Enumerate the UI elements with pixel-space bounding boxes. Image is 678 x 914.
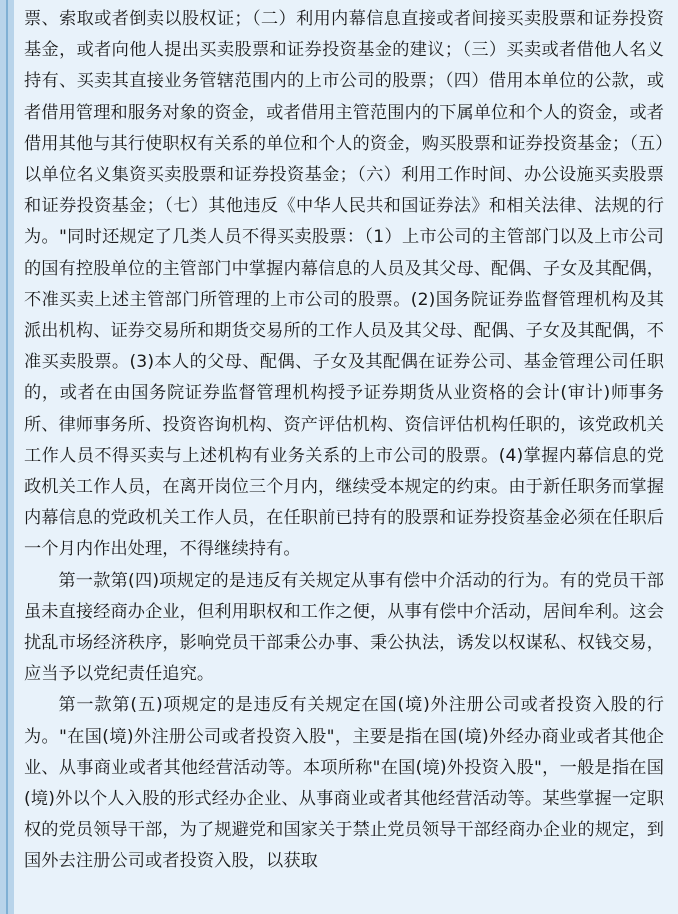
paragraph: 第一款第(四)项规定的是违反有关规定从事有偿中介活动的行为。有的党员干部虽未直接经商办企业，但利用职权和工作之便，从事有偿中介活动，居间牟利。这会扰乱市场经济秩序，影响党员干部秉公办事、秉公执法，诱发以权谋私、权钱交易，应当予以党纪责任追究。 [24, 570, 664, 685]
page-left-rail [0, 0, 14, 914]
document-body [14, 0, 678, 914]
paragraph: 票、索取或者倒卖以股权证；（二）利用内幕信息直接或者间接买卖股票和证券投资基金，或者向他人提出买卖股票和证券投资基金的建议；（三）买卖或者借他人名义持有、买卖其直接业务管辖范围内的上市公司的股票；（四）借用本单位的公款，或者借用管理和服务对象的资金，或者借用主管范围内的下属单位和个人的资金，或者借用其他与其行使职权有关系的单位和个人的资金，购买股票和证券投资基金；（五）以单位名义集资买卖股票和证券投资基金；（六）利用工作时间、办公设施买卖股票和证券投资基金；（七）其他违反《中华人民共和国证券法》和相关法律、法规的行为。"同时还规定了几类人员不得买卖股票：（1）上市公司的主管部门以及上市公司的国有控股单位的主管部门中掌握内幕信息的人员及其父母、配偶、子女及其配偶，不准买卖上述主管部门所管理的上市公司的股票。(2)国务院证券监督管理机构及其派出机构、证券交易所和期货交易所的工作人员及其父母、配偶、子女及其配偶，不准买卖股票。(3)本人的父母、配偶、子女及其配偶在证券公司、基金管理公司任职的，或者在由国务院证券监督管理机构授予证券期货从业资格的会计(审计)师事务所、律师事务所、投资咨询机构、资产评估机构、资信评估机构任职的，该党政机关工作人员不得买卖与上述机构有业务关系的上市公司的股票。(4)掌握内幕信息的党政机关工作人员，在离开岗位三个月内，继续受本规定的约束。由于新任职务而掌握内幕信息的党政机关工作人员，在任职前已持有的股票和证券投资基金必须在任职后一个月内作出处理，不得继续持有。 [24, 9, 664, 560]
paragraph: 第一款第(五)项规定的是违反有关规定在国(境)外注册公司或者投资入股的行为。"在国(境)外注册公司或者投资入股"，主要是指在国(境)外经办商业或者其他企业、从事商业或者其他经营活动等。本项所称"在国(境)外投资入股"，一般是指在国(境)外以个人入股的形式经办企业、从事商业或者其他经营活动等。某些掌握一定职权的党员领导干部，为了规避党和国家关于禁止党员领导干部经商办企业的规定，到国外去注册公司或者投资入股，以获取 [24, 695, 664, 872]
page-left-rail-line [6, 0, 8, 914]
